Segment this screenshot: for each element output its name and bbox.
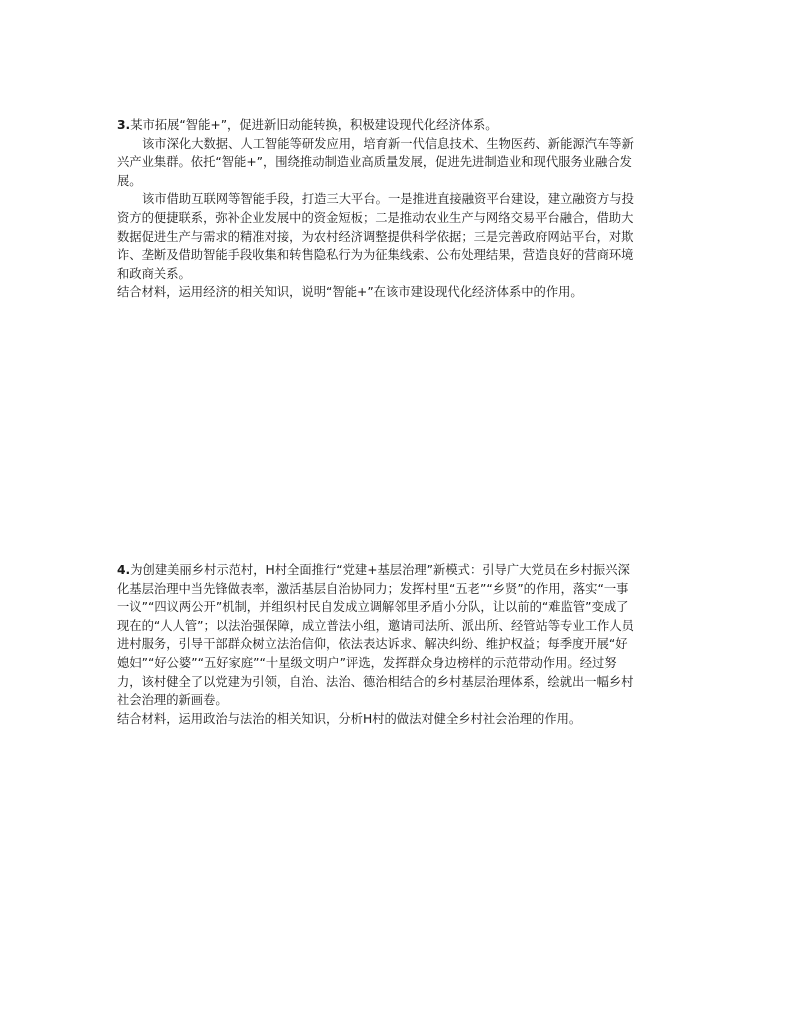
material-paragraph-1: 该市深化大数据、人工智能等研发应用，培育新一代信息技术、生物医药、新能源汽车等新兴产业集群。依托“智能+”，围绕推动制造业高质量发展，促进先进制造业和现代服务业融合发展。 xyxy=(117,136,634,188)
question-stem-text: 某市拓展“智能+”，促进新旧动能转换，积极建设现代化经济体系。 xyxy=(130,118,498,132)
question-number: 4. xyxy=(117,563,131,577)
question-stem xyxy=(117,116,637,135)
question-stem xyxy=(117,561,637,710)
material-paragraph-2: 该市借助互联网等智能手段，打造三大平台。一是推进直接融资平台建设，建立融资方与投资方的便捷联系，弥补企业发展中的资金短板；二是推动农业生产与网络交易平台融合，借助大数据促进生产与需求的精准对接，为农村经济调整提供科学依据；三是完善政府网站平台，对欺诈、垄断及借助智能手段收集和转售隐私行为为征集线索、公布处理结果，营造良好的营商环境和政商关系。 xyxy=(117,192,634,281)
question-prompt: 结合材料，运用政治与法治的相关知识，分析H村的做法对健全乡村社会治理的作用。 xyxy=(117,711,582,726)
question-3 xyxy=(117,116,637,302)
question-stem-text: 为创建美丽乡村示范村，H村全面推行“党建+基层治理”新模式：引导广大党员在乡村振兴深化基层治理中当先锋做表率，激活基层自治协同力；发挥村里“五老”“乡贤”的作用，落实“一事一议”“四议两公开”机制，并组织村民自发成立调解邻里矛盾小分队，让以前的“难监管”变成了现在的“人人管”；以法治强保障，成立普法小组，邀请司法所、派出所、经管站等专业工作人员进村服务，引导干部群众树立法治信仰，依法表达诉求、解决纠纷、维护权益；每季度开展“好媳妇”“好公婆”“五好家庭”“十星级文明户”评选，发挥群众身边榜样的示范带动作用。经过努力，该村健全了以党建为引领，自治、法治、德治相结合的乡村基层治理体系，绘就出一幅乡村社会治理的新画卷。 xyxy=(117,563,634,708)
question-prompt: 结合材料，运用经济的相关知识，说明“智能+”在该市建设现代化经济体系中的作用。 xyxy=(117,285,583,300)
question-4 xyxy=(117,561,637,728)
question-number: 3. xyxy=(117,118,131,132)
